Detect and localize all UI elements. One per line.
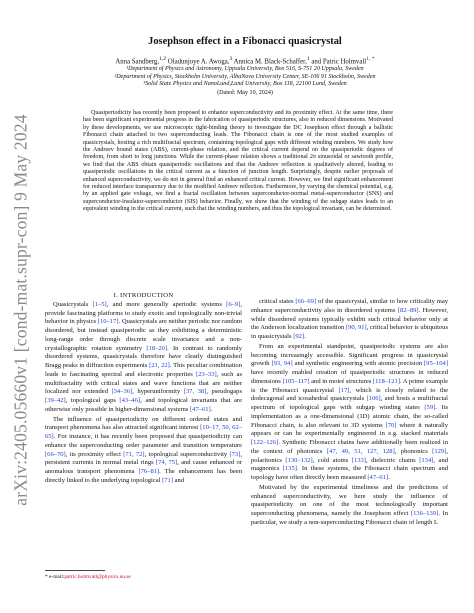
body-text: . Synthetic Fibonacci chains have additionally been realized in the context of photonics [251,439,448,455]
citation-link[interactable]: [106] [366,395,381,403]
citation-link[interactable]: [73] [229,450,241,458]
citation-link[interactable]: [39–42] [45,397,66,404]
body-text: The influence of quasiperiodicity on different ordered states and transport phenomena has also attracted significant interest [45,415,242,432]
author-1-affil: 1,2 [159,56,167,62]
body-text: . [388,474,390,481]
body-text: , and more generally aperiodic systems [106,300,227,308]
citation-link[interactable]: [59] [424,404,436,411]
body-text: , and hosts a multifractal spectrum of topological gaps with subgap winding states [251,395,448,411]
citation-link[interactable]: [66–69] [295,298,317,305]
citation-link[interactable]: [37, 38] [183,388,207,396]
body-text: , and cause enhanced or anomalous transport phenomena [45,459,242,475]
affiliation-2: ²Department of Physics, Stockholm University, AlbaNova University Center, SE-106 91 Stockholm, Sweden [114,73,376,80]
citation-link[interactable]: [82–89] [397,306,419,314]
citation-link[interactable]: [47, 49, 51, 127, 128] [326,447,395,455]
body-text: . However, while disordered systems typically exhibit such critical behavior only at the Anderson localization transition [251,306,448,332]
citation-link[interactable]: [17] [338,386,350,394]
author-3: Annica M. Black-Schaffer, [232,58,307,66]
citation-link[interactable]: [70] [385,421,397,429]
citation-link[interactable]: [10–17, 50, 62–65] [45,424,242,440]
citation-link[interactable]: [135] [282,465,297,473]
body-text: and in moiré structures [309,377,373,385]
body-text: and [173,476,185,484]
citation-link[interactable]: [6–9] [226,300,241,308]
paper-header [40,36,450,97]
citation-link[interactable]: [93, 94] [271,360,293,368]
citation-link[interactable]: [105–117] [282,377,310,385]
citation-link[interactable]: [43–46] [119,397,141,404]
citation-link[interactable]: [10–17] [97,318,119,326]
citation-link[interactable]: [21, 22] [149,362,170,369]
body-text: , hyperuniformity [132,388,184,396]
right-paragraphs [251,298,448,528]
right-paragraph [251,298,448,342]
citation-link[interactable]: [76–81] [138,468,160,475]
left-paragraph [45,301,242,415]
citation-link[interactable]: [133] [351,456,366,464]
body-text: . For instance, it has recently been proposed that quasiperiodicity can enhance the superconducting order parameter and transition temperature [45,433,242,449]
affiliation-3: ³Solid State Physics and NanoLund,Lund University, Box 118, 22100 Lund, Sweden [143,81,347,88]
citation-link[interactable]: [122–126] [251,439,279,446]
author-1: Anna Sandberg, [115,58,160,66]
body-text: . A prime example is the Fibonacci quasicrystal [251,377,449,394]
footnote-mark: * e-mail: [45,574,65,580]
citation-link[interactable]: [47–61] [367,474,389,481]
author-3-affil: 1 [306,56,310,62]
citation-link[interactable]: [130–132] [285,456,313,464]
abstract [83,110,393,214]
citation-link[interactable]: [71] [162,476,174,484]
citation-link[interactable]: [23–33] [195,370,217,378]
body-text: , and topological invariants that are otherwise only possible in higher-dimensional systems [45,397,242,413]
right-paragraph [251,484,448,528]
body-text: , topological gaps [65,397,120,404]
citation-link[interactable]: [129] [432,447,447,455]
affiliation-1: ¹Department of Physics and Astronomy, Uppsala University, Box 516, S-751 20 Uppsala, Sweden [126,66,364,73]
body-text: , persistent currents in normal metal rings [45,450,242,467]
right-paragraph [251,343,448,483]
citation-link[interactable]: [71, 72] [123,450,145,458]
left-column [45,292,242,486]
body-text: , polaritonics [251,447,448,464]
author-4: and Patric Holmvall [309,58,367,66]
body-text: , phononics [394,447,433,455]
abstract-text: Quasiperiodicity has recently been proposed to enhance superconductivity and its proximity effect. At the same time, there has been significant experimental progress in the fabrication of quasiperiodic structures, also in reduced dimensions. Motivated by these developments, we use microscopic tight-binding theory to investigate the DC Josephson effect through a ballistic Fibonacci chain attached to two superconducting leads. The Fibonacci chain is one of the most studied examples of quasicrystals, hosting a rich multifractal spectrum, containing topological gaps with different winding numbers. We study how the Andreev bound states (ABS), current-phase relation, and the critical current depend on the quasiperiodic degrees of freedom, from short to long junctions. While the current-phase relation shows a traditional 2π sinusoidal or sawtooth profile, we find that the ABS obtain quasiperiodic oscillations and that the Andreev reflection is qualitatively altered, leading to quasiperiodic oscillations in the critical current as a function of junction length. Surprisingly, despite earlier proposals of enhanced superconductivity, we do not in general find an enhanced critical current. However, we find significant enhancement for reduced interface transparency due to the modified Andreev reflection. Furthermore, by varying the chemical potential, e.g. by an applied gate voltage, we find a fractal oscillation between superconductor-normal metal-superconductor (SNS) and superconductor-insulator-superconductor (SIS) behavior. Finally, we show that the winding of the subgap states leads to an equivalent winding in the critical current, such that the winding numbers, and thus the topological invariant, can be determined. [83,110,393,213]
body-text: . [210,405,213,413]
body-text: From an experimental standpoint, quasiperiodic systems are also becoming increasingly accessible. Significant progress in quasicrystal growth [251,342,448,368]
citation-link[interactable]: [74, 75] [155,459,178,467]
body-text: . In these systems, the Fibonacci chain spectrum and topology have often directly been measured [251,465,448,481]
body-text: , pseudogaps [206,388,242,396]
arxiv-stamp-text: arXiv:2405.05660v1 [cond-mat.supr-con] 9 May 2024 [10,114,31,506]
citation-link[interactable]: [90, 91] [345,324,367,332]
body-text: where it naturally appears or can be experimentally engineered in e.g. stacked materials [251,421,448,438]
citation-link[interactable]: [1–5] [92,300,107,308]
citation-link[interactable]: [95–104] [424,360,449,368]
body-text: of the quasicrystal, similar to how criticality may enhance superconductivity also in disordered systems [251,298,448,314]
footnote-rule [45,570,105,571]
citation-link[interactable]: [92] [293,333,305,340]
citation-link[interactable]: [66–70] [45,450,66,458]
body-text: , topological superconductivity [144,450,230,458]
body-text: , provide fascinating platforms to study exotic and topologically non-trivial behavior in physics [45,300,242,326]
paper-title: Josephson effect in a Fibonacci quasicrystal [148,36,342,47]
body-text: , its proximity effect [65,450,124,458]
body-text: , and magnonics [251,456,449,473]
author-list [40,55,450,66]
body-text: . This peculiar combination leads to fascinating spectral and electronic properties [45,362,242,378]
arxiv-stamp [10,114,32,506]
citation-link[interactable]: [47–61] [189,405,211,413]
citation-link[interactable]: [118–121] [372,377,401,385]
body-text: , such as multifractality with critical states and wave functions that are neither localized nor extended [45,370,242,396]
footnote [45,574,131,580]
body-text: . Quasicrystals are neither periodic nor random disordered, but instead quasiperiodic as they exhibiting a deterministic long-range order through discrete scale invariance and a non-crystallographic rotation symmetry [45,318,242,352]
body-text: , cold atoms [312,456,352,464]
date-line: (Dated: May 10, 2024) [217,89,273,96]
left-paragraph [45,416,242,486]
citation-link[interactable]: [134] [419,456,434,464]
citation-link[interactable]: [136–139] [410,510,439,517]
body-text: , critical behavior is ubiquitous in quasicrystals [251,324,448,340]
body-text: . [304,333,306,340]
body-text: Quasicrystals [53,300,93,308]
citation-link[interactable]: [34–36] [111,388,133,396]
body-text: have recently enabled creation of quasiperiodic structures in reduced dimensions [251,369,448,385]
author-4-affil[interactable]: 1, * [366,56,375,62]
body-text: critical states [259,298,296,305]
body-text: . In contrast to randomly disordered systems, quasicrystals therefore have clearly distinguished Bragg peaks in diffraction experiments [45,344,243,369]
section-heading: I. INTRODUCTION [113,292,174,299]
body-text: , dielectric chains [365,456,420,464]
email-link[interactable]: patric.holmvall@physics.uu.se [64,574,131,580]
left-paragraphs [45,301,242,486]
citation-link[interactable]: [18–20] [146,344,168,352]
body-text: Motivated by the experimental timeliness and the predictions of enhanced superconductivity, we here study the influence of quasiperiodicity on one of the most technologically important superconducting phenomena, namely the Josephson effect [251,483,448,517]
body-text: , which is closely related to the dodecagonal and icosahedral quasicrystals [251,386,448,403]
body-text: . The enhancement has been directly linked to the underlying topological [45,468,242,484]
author-2: Oladunjoye A. Awoga, [166,58,230,66]
right-column [251,298,448,528]
body-text: and synthetic engineering with atomic precision [292,360,424,368]
body-text: . In particular, we study a non-superconducting Fibonacci chain of length L [251,510,448,526]
body-text: . Its implementation as a one-dimensional (1D) atomic chain, the so-called Fibonacci chain, is also relevant to 3D systems [251,404,448,429]
author-2-affil: 3 [229,56,233,62]
